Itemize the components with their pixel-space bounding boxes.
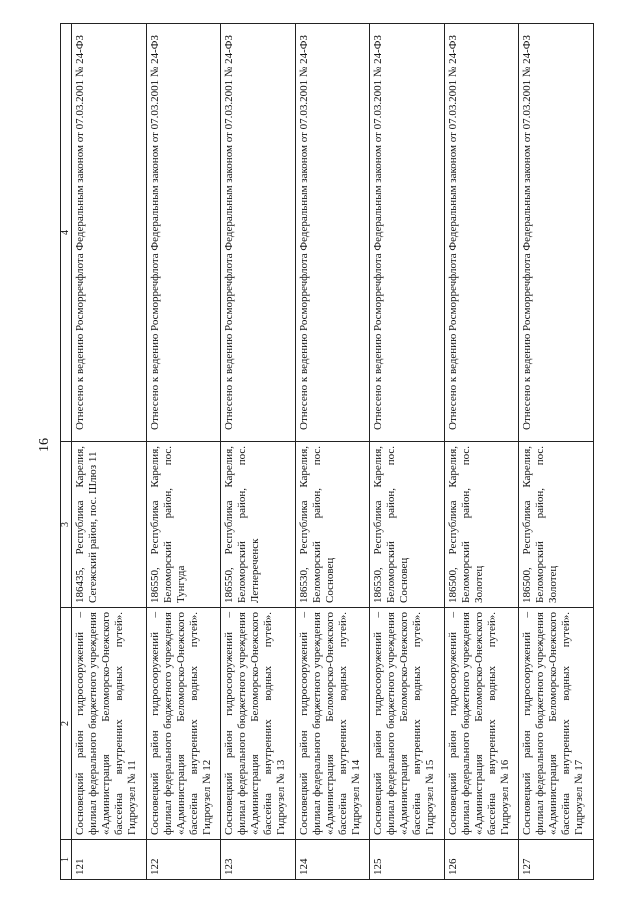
rotated-page-content: [60, 24, 594, 880]
jurisdiction-note: Отнесено к ведению Росморречфлота Федеральным законом от 07.03.2001 № 24-ФЗ: [444, 24, 519, 442]
facility-name: Сосновецкий район гидросооружений – филиал федерального бюджетного учреждения «Администрация Беломорско-Онежского бассейна внутренних водных путей». Гидроузел № 15: [370, 608, 445, 840]
page-number: 16: [37, 438, 52, 452]
table-row: [221, 24, 296, 880]
table-header-row: [61, 24, 72, 880]
facility-name: Сосновецкий район гидросооружений – филиал федерального бюджетного учреждения «Администрация Беломорско-Онежского бассейна внутренних водных путей». Гидроузел № 12: [146, 608, 221, 840]
row-number: 125: [370, 840, 445, 880]
jurisdiction-note: Отнесено к ведению Росморречфлота Федеральным законом от 07.03.2001 № 24-ФЗ: [370, 24, 445, 442]
jurisdiction-note: Отнесено к ведению Росморречфлота Федеральным законом от 07.03.2001 № 24-ФЗ: [146, 24, 221, 442]
row-number: 123: [221, 840, 296, 880]
row-number: 121: [72, 840, 147, 880]
row-number: 124: [295, 840, 370, 880]
facility-name: Сосновецкий район гидросооружений – филиал федерального бюджетного учреждения «Администрация Беломорско-Онежского бассейна внутренних водных путей». Гидроузел № 14: [295, 608, 370, 840]
facility-name: Сосновецкий район гидросооружений – филиал федерального бюджетного учреждения «Администрация Беломорско-Онежского бассейна внутренних водных путей». Гидроузел № 13: [221, 608, 296, 840]
facility-name: Сосновецкий район гидросооружений – филиал федерального бюджетного учреждения «Администрация Беломорско-Онежского бассейна внутренних водных путей». Гидроузел № 16: [444, 608, 519, 840]
table-row: [295, 24, 370, 880]
header-col-4: 4: [61, 24, 72, 442]
jurisdiction-note: Отнесено к ведению Росморречфлота Федеральным законом от 07.03.2001 № 24-ФЗ: [519, 24, 594, 442]
jurisdiction-note: Отнесено к ведению Росморречфлота Федеральным законом от 07.03.2001 № 24-ФЗ: [72, 24, 147, 442]
table-row: [146, 24, 221, 880]
facility-address: 186435, Республика Карелия, Сегежский район, пос. Шлюз 11: [72, 442, 147, 608]
header-col-3: 3: [61, 442, 72, 608]
row-number: 126: [444, 840, 519, 880]
table-row: [444, 24, 519, 880]
header-col-2: 2: [61, 608, 72, 840]
facility-address: 186500, Республика Карелия, Беломорский район, пос. Золотец: [519, 442, 594, 608]
header-col-1: 1: [61, 840, 72, 880]
facility-address: 186550, Республика Карелия, Беломорский район, пос. Летнереченск: [221, 442, 296, 608]
registry-table: [60, 23, 594, 880]
table-row: [370, 24, 445, 880]
row-number: 122: [146, 840, 221, 880]
jurisdiction-note: Отнесено к ведению Росморречфлота Федеральным законом от 07.03.2001 № 24-ФЗ: [295, 24, 370, 442]
table-row: [72, 24, 147, 880]
facility-address: 186550, Республика Карелия, Беломорский район, пос. Тунгуда: [146, 442, 221, 608]
facility-address: 186500, Республика Карелия, Беломорский район, пос. Золотец: [444, 442, 519, 608]
facility-address: 186530, Республика Карелия, Беломорский район, пос. Сосновец: [370, 442, 445, 608]
facility-address: 186530, Республика Карелия, Беломорский район, пос. Сосновец: [295, 442, 370, 608]
jurisdiction-note: Отнесено к ведению Росморречфлота Федеральным законом от 07.03.2001 № 24-ФЗ: [221, 24, 296, 442]
table-row: [519, 24, 594, 880]
facility-name: Сосновецкий район гидросооружений – филиал федерального бюджетного учреждения «Администрация Беломорско-Онежского бассейна внутренних водных путей». Гидроузел № 11: [72, 608, 147, 840]
row-number: 127: [519, 840, 594, 880]
facility-name: Сосновецкий район гидросооружений – филиал федерального бюджетного учреждения «Администрация Беломорско-Онежского бассейна внутренних водных путей». Гидроузел № 17: [519, 608, 594, 840]
